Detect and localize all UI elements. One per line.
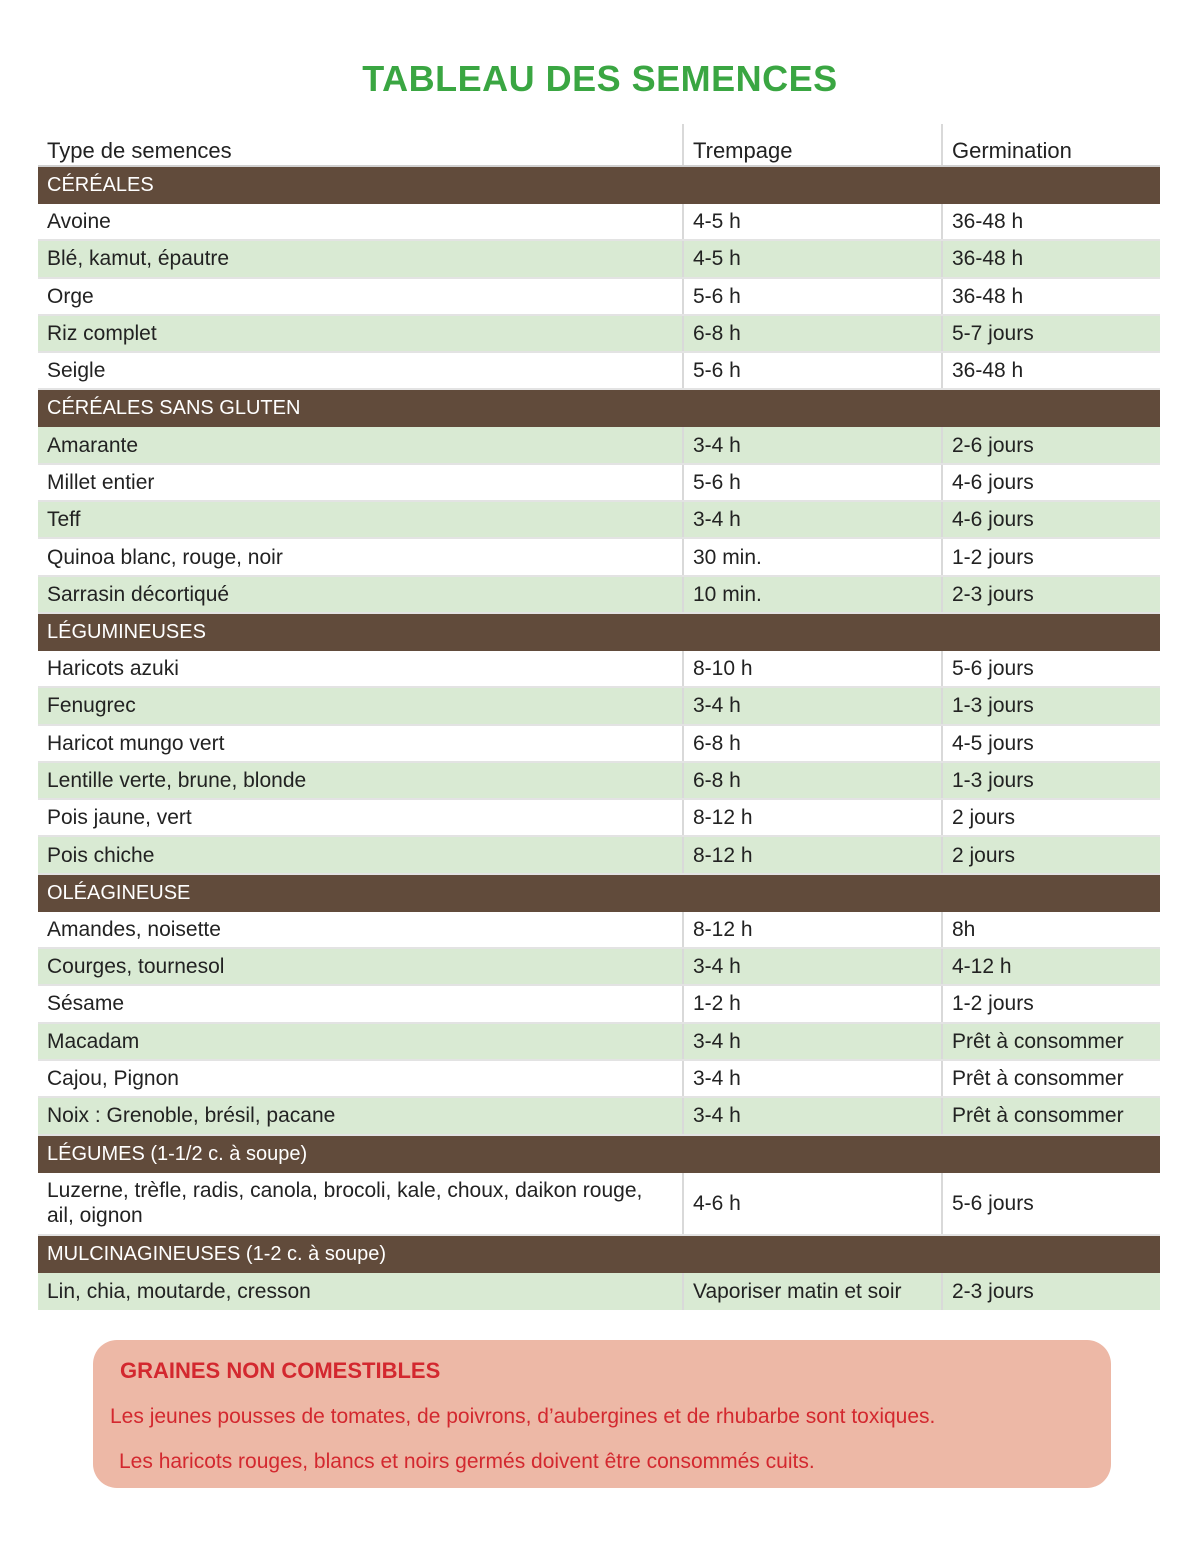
soaking-time-cell: 1-2 h <box>682 986 941 1021</box>
soaking-time-cell: 5-6 h <box>682 465 941 500</box>
seed-type-cell: Macadam <box>47 1029 140 1053</box>
table-row <box>38 912 1160 949</box>
soaking-time-cell: 8-12 h <box>682 837 941 872</box>
germination-time-cell: 2-3 jours <box>941 577 1160 612</box>
germination-time-cell: 5-7 jours <box>941 316 1160 351</box>
table-row <box>38 688 1160 725</box>
seed-table <box>38 124 1160 1310</box>
warning-line-2: Les haricots rouges, blancs et noirs germés doivent être consommés cuits. <box>119 1450 815 1473</box>
seed-type-cell: Cajou, Pignon <box>47 1067 179 1091</box>
table-row <box>38 651 1160 688</box>
seed-type-cell: Fenugrec <box>47 694 136 718</box>
germination-time-cell: 36-48 h <box>941 241 1160 276</box>
category-header-cereales-sans-gluten: CÉRÉALES SANS GLUTEN <box>38 390 1160 427</box>
germination-time-cell: 4-12 h <box>941 949 1160 984</box>
table-row <box>38 986 1160 1023</box>
germination-time-cell: 5-6 jours <box>941 651 1160 686</box>
germination-time-cell: 2-6 jours <box>941 427 1160 462</box>
seed-type-cell: Lentille verte, brune, blonde <box>47 769 307 792</box>
seed-type-cell: Seigle <box>47 359 106 383</box>
soaking-time-cell: 8-12 h <box>682 912 941 947</box>
table-row <box>38 837 1160 874</box>
category-header-mulcinagineuses-1-2-c-a-soupe: MULCINAGINEUSES (1-2 c. à soupe) <box>38 1236 1160 1273</box>
soaking-time-cell: Vaporiser matin et soir <box>682 1273 941 1310</box>
warning-title: GRAINES NON COMESTIBLES <box>120 1358 441 1383</box>
table-row <box>38 279 1160 316</box>
soaking-time-cell: 4-5 h <box>682 204 941 239</box>
seed-type-cell: Haricot mungo vert <box>47 731 225 755</box>
table-row <box>38 427 1160 464</box>
germination-time-cell: 36-48 h <box>941 204 1160 239</box>
germination-time-cell: 1-2 jours <box>941 986 1160 1021</box>
germination-time-cell: 1-3 jours <box>941 763 1160 798</box>
table-row <box>38 1024 1160 1061</box>
table-row <box>38 539 1160 576</box>
column-header-soaking: Trempage <box>682 124 941 165</box>
table-row <box>38 763 1160 800</box>
seed-type-cell: Sarrasin décortiqué <box>47 582 230 606</box>
seed-type-cell: Lin, chia, moutarde, cresson <box>47 1279 311 1303</box>
column-header-germination: Germination <box>941 124 1160 165</box>
table-row <box>38 502 1160 539</box>
germination-time-cell: Prêt à consommer <box>941 1024 1160 1059</box>
soaking-time-cell: 3-4 h <box>682 688 941 723</box>
table-row <box>38 1098 1160 1135</box>
soaking-time-cell: 6-8 h <box>682 763 941 798</box>
soaking-time-cell: 10 min. <box>682 577 941 612</box>
category-header-legumineuses: LÉGUMINEUSES <box>38 614 1160 651</box>
soaking-time-cell: 3-4 h <box>682 502 941 537</box>
soaking-time-cell: 8-10 h <box>682 651 941 686</box>
germination-time-cell: 2 jours <box>941 800 1160 835</box>
category-header-legumes-1-1-2-c-a-soupe: LÉGUMES (1-1/2 c. à soupe) <box>38 1136 1160 1173</box>
seed-type-cell: Millet entier <box>47 470 155 494</box>
germination-time-cell: 5-6 jours <box>941 1173 1160 1234</box>
table-row <box>38 949 1160 986</box>
soaking-time-cell: 3-4 h <box>682 1098 941 1133</box>
soaking-time-cell: 5-6 h <box>682 353 941 388</box>
table-row <box>38 241 1160 278</box>
germination-time-cell: 4-5 jours <box>941 726 1160 761</box>
seed-type-cell: Blé, kamut, épautre <box>47 247 230 271</box>
seed-type-cell: Pois jaune, vert <box>47 806 192 830</box>
germination-time-cell: 4-6 jours <box>941 502 1160 537</box>
soaking-time-cell: 3-4 h <box>682 1061 941 1096</box>
table-row <box>38 726 1160 763</box>
germination-time-cell: Prêt à consommer <box>941 1098 1160 1133</box>
table-row <box>38 353 1160 390</box>
table-row <box>38 577 1160 614</box>
seed-type-cell: Riz complet <box>47 322 157 346</box>
seed-type-cell: Amandes, noisette <box>47 917 221 941</box>
germination-time-cell: 1-2 jours <box>941 539 1160 574</box>
germination-time-cell: 36-48 h <box>941 353 1160 388</box>
category-header-oleagineuse: OLÉAGINEUSE <box>38 875 1160 912</box>
soaking-time-cell: 6-8 h <box>682 726 941 761</box>
soaking-time-cell: 4-5 h <box>682 241 941 276</box>
germination-time-cell: 2-3 jours <box>941 1273 1160 1310</box>
table-row <box>38 1173 1160 1236</box>
soaking-time-cell: 3-4 h <box>682 1024 941 1059</box>
germination-time-cell: 1-3 jours <box>941 688 1160 723</box>
germination-time-cell: 8h <box>941 912 1160 947</box>
germination-time-cell: 36-48 h <box>941 279 1160 314</box>
table-row <box>38 204 1160 241</box>
page-title: TABLEAU DES SEMENCES <box>362 58 838 99</box>
category-header-cereales: CÉRÉALES <box>38 167 1160 204</box>
seed-type-cell: Orge <box>47 284 94 308</box>
table-row <box>38 1061 1160 1098</box>
seed-type-cell: Luzerne, trèfle, radis, canola, brocoli, kale, choux, daikon rouge, ail, oignon <box>47 1179 643 1228</box>
table-row <box>38 800 1160 837</box>
seed-type-cell: Quinoa blanc, rouge, noir <box>47 545 283 569</box>
soaking-time-cell: 3-4 h <box>682 427 941 462</box>
soaking-time-cell: 3-4 h <box>682 949 941 984</box>
soaking-time-cell: 5-6 h <box>682 279 941 314</box>
seed-type-cell: Pois chiche <box>47 843 155 867</box>
warning-line-1: Les jeunes pousses de tomates, de poivrons, d’aubergines et de rhubarbe sont toxiques. <box>110 1405 936 1428</box>
soaking-time-cell: 6-8 h <box>682 316 941 351</box>
table-row <box>38 316 1160 353</box>
table-row <box>38 465 1160 502</box>
table-header <box>38 124 1160 167</box>
germination-time-cell: 2 jours <box>941 837 1160 872</box>
germination-time-cell: Prêt à consommer <box>941 1061 1160 1096</box>
table-row <box>38 1273 1160 1310</box>
soaking-time-cell: 4-6 h <box>682 1173 941 1234</box>
seed-type-cell: Teff <box>47 508 81 532</box>
seed-type-cell: Amarante <box>47 433 139 457</box>
soaking-time-cell: 30 min. <box>682 539 941 574</box>
warning-box <box>93 1340 1111 1488</box>
germination-time-cell: 4-6 jours <box>941 465 1160 500</box>
seed-type-cell: Avoine <box>47 210 111 234</box>
seed-type-cell: Noix : Grenoble, brésil, pacane <box>47 1104 336 1128</box>
seed-type-cell: Courges, tournesol <box>47 955 225 979</box>
column-header-type: Type de semences <box>47 138 232 163</box>
soaking-time-cell: 8-12 h <box>682 800 941 835</box>
seed-type-cell: Haricots azuki <box>47 657 179 681</box>
seed-type-cell: Sésame <box>47 992 125 1016</box>
